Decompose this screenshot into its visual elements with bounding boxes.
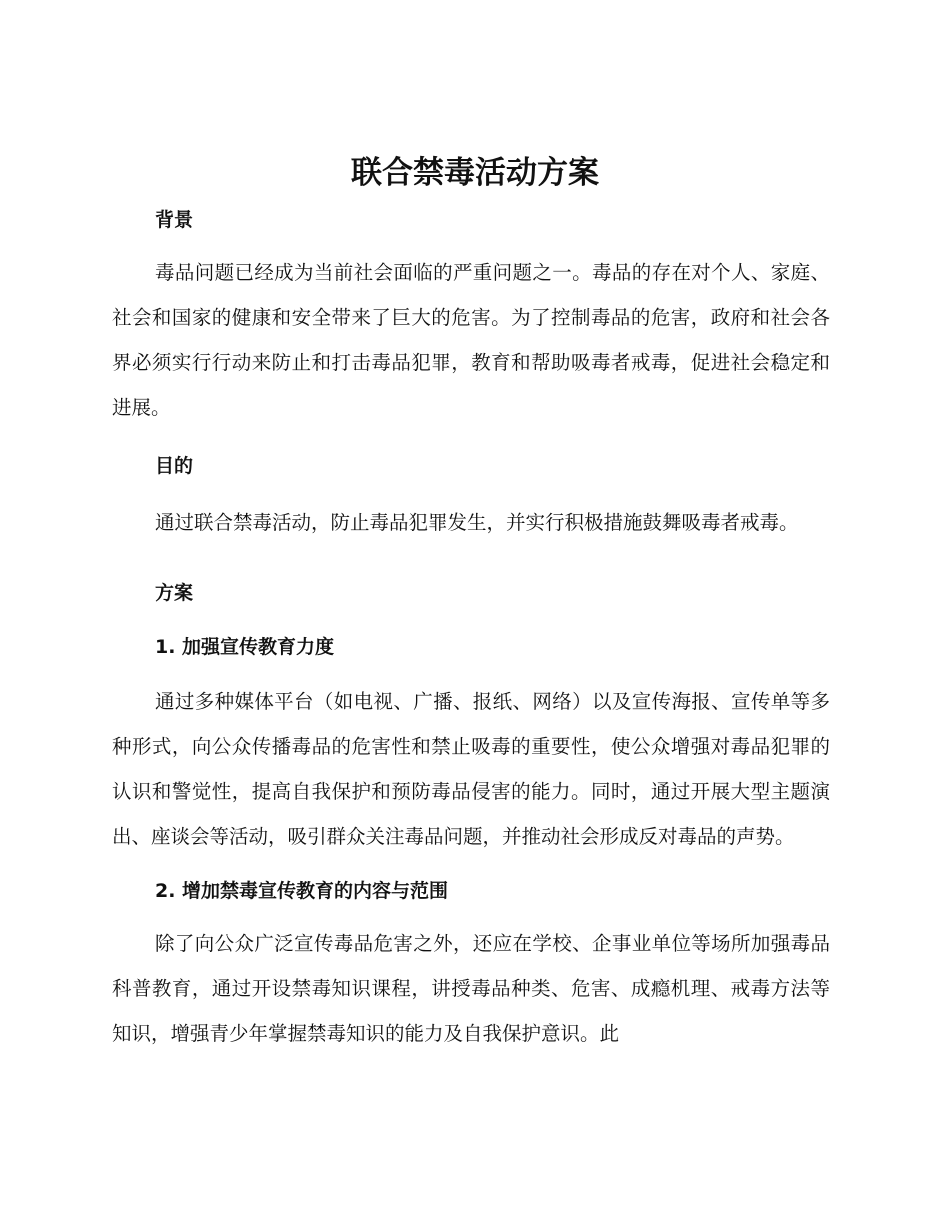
section-heading-purpose: 目的: [155, 455, 194, 477]
subsection-heading-publicity: 1. 加强宣传教育力度: [155, 636, 335, 658]
paragraph-publicity: 通过多种媒体平台（如电视、广播、报纸、网络）以及宣传海报、宣传单等多种形式，向公众传播毒品的危害性和禁止吸毒的重要性，使公众增强对毒品犯罪的认识和警觉性，提高自我保护和预防毒品侵害的能力。同时，通过开展大型主题演出、座谈会等活动，吸引群众关注毒品问题，并推动社会形成反对毒品的声势。: [112, 690, 830, 848]
paragraph-background: 毒品问题已经成为当前社会面临的严重问题之一。毒品的存在对个人、家庭、社会和国家的健康和安全带来了巨大的危害。为了控制毒品的危害，政府和社会各界必须实行行动来防止和打击毒品犯罪，教育和帮助吸毒者戒毒，促进社会稳定和进展。: [112, 261, 830, 419]
document-body: [112, 200, 830, 1056]
paragraph-purpose: 通过联合禁毒活动，防止毒品犯罪发生，并实行积极措施鼓舞吸毒者戒毒。: [155, 511, 799, 534]
section-heading-plan: 方案: [155, 582, 194, 604]
section-purpose: [112, 446, 830, 545]
section-plan: [112, 573, 830, 1056]
subsection-heading-scope: 2. 增加禁毒宣传教育的内容与范围: [155, 880, 449, 902]
section-background: [112, 200, 830, 430]
document-title: 联合禁毒活动方案: [351, 155, 599, 191]
section-heading-background: 背景: [155, 209, 194, 231]
paragraph-scope: 除了向公众广泛宣传毒品危害之外，还应在学校、企事业单位等场所加强毒品科普教育，通过开设禁毒知识课程，讲授毒品种类、危害、成瘾机理、戒毒方法等知识，增强青少年掌握禁毒知识的能力及自我保护意识。此: [112, 932, 830, 1045]
